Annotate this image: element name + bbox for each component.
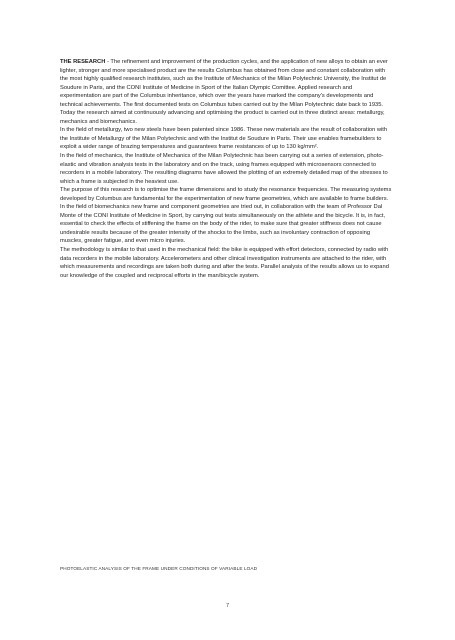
figure-caption: PHOTOELASTIC ANALYSIS OF THE FRAME UNDER CONDITIONS OF VARIABLE LOAD [60, 566, 258, 571]
purpose-paragraph: The purpose of this research is to optimise the frame dimensions and to study the resonance frequencies. The measuring systems developed by Columbus are fundamental for the experimentation of new frame geometries, which are available to frame builders. [60, 187, 392, 202]
intro-text: - The refinement and improvement of the production cycles, and the application of new alloys to obtain an ever lighter, stronger and more specialised product are the results Columbus has obtained from close and constant collaboration with the most highly qualified research institutes, such as the Institute of Mechanics of the Milan Polytechnic University, the Institut de Soudure in Paris, and the CONI Institute of Medicine in Sport of the Italian Olympic Comittee. Applied research and experimentation are part of the Columbus inheritance, which over the years have marked the company's developments and technical achievements. The first documented tests on Columbus tubes carried out by the Milan Polytechnic date back to 1935. Today the research aimed at continuously advancing and optimising the product is carried out in three distinct areas: metallurgy, mechanics and biomechanics. [60, 59, 388, 125]
article-body [60, 58, 394, 280]
mechanics-paragraph: In the field of mechanics, the Institute of Mechanics of the Milan Polytechnic has been carrying out a series of extension, photo-elastic and vibration analysis tests in the laboratory and on the track, using frames equipped with microsensors connected to recorders in a mobile laboratory. The resulting diagrams have allowed the plotting of an extremely detailed map of the stresses to which a frame is subjected in the heaviest use. [60, 153, 388, 185]
section-heading: THE RESEARCH [60, 59, 106, 65]
biomechanics-paragraph: In the field of biomechanics new frame and component geometries are tried out, in collaboration with the team of Professor Dal Monte of the CONI Institute of Medicine in Sport, by carrying out tests simultaneously on the athlete and the bicycle. It is, in fact, essential to check the effects of stiffening the frame on the body of the rider, to make sure that greater stiffness does not cause undesirable results because of the greater intensity of the shocks to the limbs, such as involuntary contraction of opposing muscles, greater fatigue, and even micro injuries. [60, 204, 386, 245]
intro-paragraph [60, 58, 394, 126]
metallurgy-paragraph: In the field of metallurgy, two new steels have been patented since 1986. These new materials are the result of collaboration with the Institute of Metallurgy of the Milan Polytechnic and with the Institut de Soudure in Paris. Their use enables framebuilders to exploit a wider range of brazing temperatures and guarantees frame resistances of up to 130 kg/mm². [60, 127, 388, 151]
methodology-paragraph: The methodology is similar to that used in the mechanical field: the bike is equipped with effort detectors, connected by radio with data recorders in the mobile laboratory. Accelerometers and other clinical investigation instruments are attached to the rider, with which measurements and recordings are taken both during and after the tests. Parallel analysis of the results allows us to expand our knowledge of the coupled and reciprocal efforts in the man/bicycle system. [60, 247, 389, 279]
page-number: 7 [225, 603, 230, 609]
